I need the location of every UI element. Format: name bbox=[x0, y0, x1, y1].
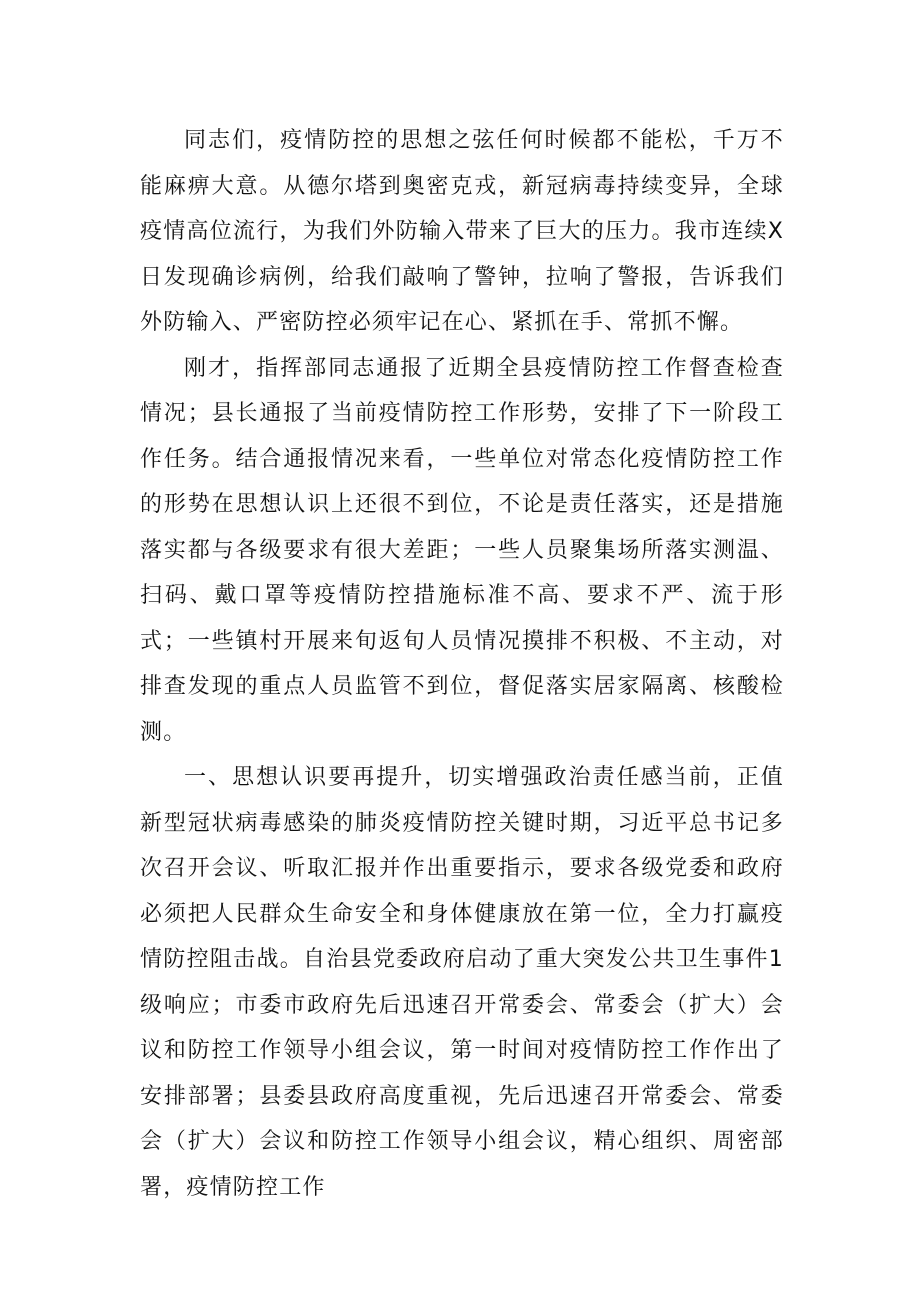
paragraph-3: 一、思想认识要再提升，切实增强政治责任感当前，正值新型冠状病毒感染的肺炎疫情防控关键时期，习近平总书记多次召开会议、听取汇报并作出重要指示，要求各级党委和政府必须把人民群众生命安全和身体健康放在第一位，全力打赢疫情防控阻击战。自治县党委政府启动了重大突发公共卫生事件1级响应；市委市政府先后迅速召开常委会、常委会（扩大）会议和防控工作领导小组会议，第一时间对疫情防控工作作出了安排部署；县委县政府高度重视，先后迅速召开常委会、常委会（扩大）会议和防控工作领导小组会议，精心组织、周密部署，疫情防控工作 bbox=[140, 765, 784, 1200]
paragraph-1: 同志们，疫情防控的思想之弦任何时候都不能松，千万不能麻痹大意。从德尔塔到奥密克戎，新冠病毒持续变异，全球疫情高位流行，为我们外防输入带来了巨大的压力。我市连续X日发现确诊病例，给我们敲响了警钟，拉响了警报，告诉我们外防输入、严密防控必须牢记在心、紧抓在手、常抓不懈。 bbox=[140, 128, 784, 335]
paragraph-2: 刚才，指挥部同志通报了近期全县疫情防控工作督查检查情况；县长通报了当前疫情防控工作形势，安排了下一阶段工作任务。结合通报情况来看，一些单位对常态化疫情防控工作的形势在思想认识上还很不到位，不论是责任落实，还是措施落实都与各级要求有很大差距；一些人员聚集场所落实测温、扫码、戴口罩等疫情防控措施标准不高、要求不严、流于形式；一些镇村开展来旬返旬人员情况摸排不积极、不主动，对排查发现的重点人员监管不到位，督促落实居家隔离、核酸检测。 bbox=[140, 355, 784, 745]
document-body bbox=[140, 118, 784, 1210]
